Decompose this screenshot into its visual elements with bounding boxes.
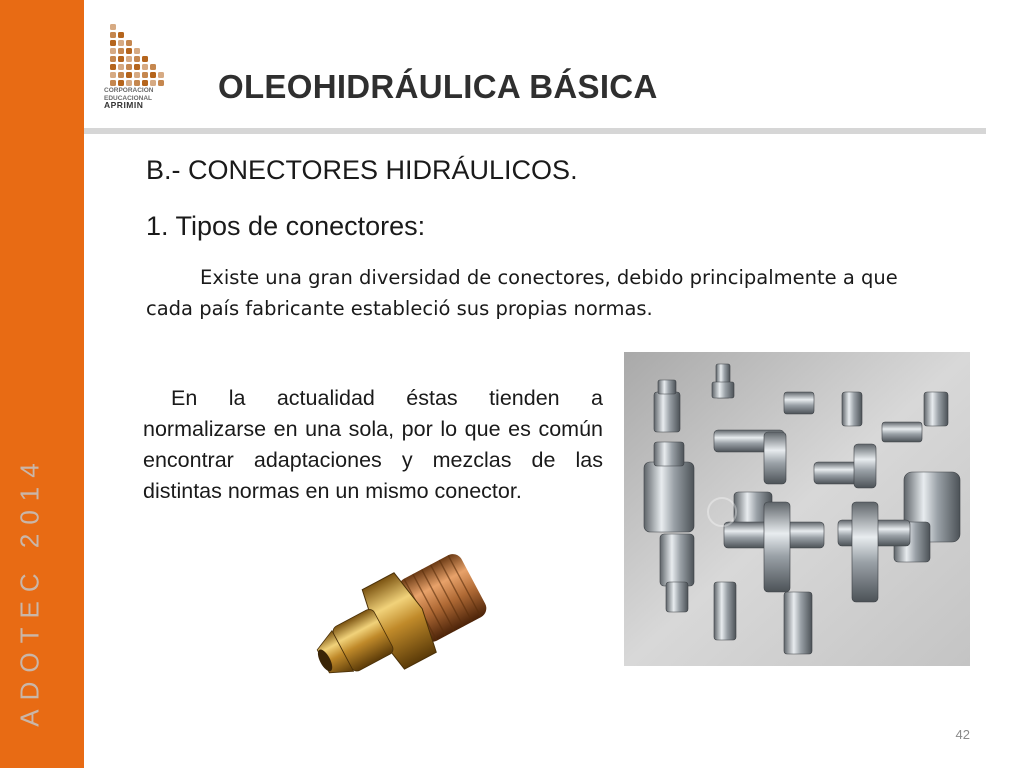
logo-dot [110, 64, 116, 70]
logo-dot [110, 40, 116, 46]
logo-dot [118, 80, 124, 86]
sidebar-vertical-label: ADOTEC 2014 [14, 453, 45, 727]
page-title: OLEOHIDRÁULICA BÁSICA [218, 68, 658, 105]
logo-dot [126, 64, 132, 70]
logo-dot [110, 56, 116, 62]
logo-dot [158, 72, 164, 78]
logo-line2: EDUCACIONAL [104, 94, 153, 102]
logo-dot [118, 56, 124, 62]
logo-dot [134, 80, 140, 86]
logo-brand: APRIMIN [104, 100, 144, 110]
logo-dot [118, 72, 124, 78]
brass-adapter-photo [307, 549, 497, 699]
logo-dot [118, 40, 124, 46]
logo-dot [126, 48, 132, 54]
body-paragraph: En la actualidad éstas tienden a normalizarse en una sola, por lo que es común encontrar adaptaciones y mezclas de las distintas normas en un mismo conector. [143, 386, 603, 503]
logo-dot [126, 80, 132, 86]
logo-dot [158, 80, 164, 86]
logo-dot [110, 32, 116, 38]
logo-dot [126, 72, 132, 78]
fittings-photo [624, 352, 970, 666]
logo-dot [142, 72, 148, 78]
logo-dot [150, 64, 156, 70]
logo-dot [110, 24, 116, 30]
logo-dot [110, 48, 116, 54]
logo-dot [126, 56, 132, 62]
logo-dot [118, 32, 124, 38]
header-divider [84, 128, 986, 134]
orange-sidebar [0, 0, 84, 768]
logo-dot [126, 40, 132, 46]
intro-paragraph: Existe una gran diversidad de conectores, debido principalmente a que cada país fabricante estableció sus propias normas. [146, 266, 898, 320]
logo-dot [134, 72, 140, 78]
logo-dot [134, 48, 140, 54]
sidebar-vertical-text [10, 455, 50, 725]
logo-dot [110, 80, 116, 86]
logo-line1: CORPORACION [104, 87, 154, 94]
logo-dot [134, 64, 140, 70]
logo-dot [110, 72, 116, 78]
logo-dot [142, 56, 148, 62]
logo-dot [134, 56, 140, 62]
logo-dot [118, 64, 124, 70]
logo-text [104, 87, 180, 110]
logo-dot [142, 80, 148, 86]
logo-dot [150, 72, 156, 78]
logo-dot [150, 80, 156, 86]
page-number: 42 [955, 727, 970, 742]
logo-dot [118, 48, 124, 54]
subsection-heading: 1. Tipos de conectores: [146, 211, 426, 241]
section-heading: B.- CONECTORES HIDRÁULICOS. [146, 155, 578, 185]
logo-dot [142, 64, 148, 70]
